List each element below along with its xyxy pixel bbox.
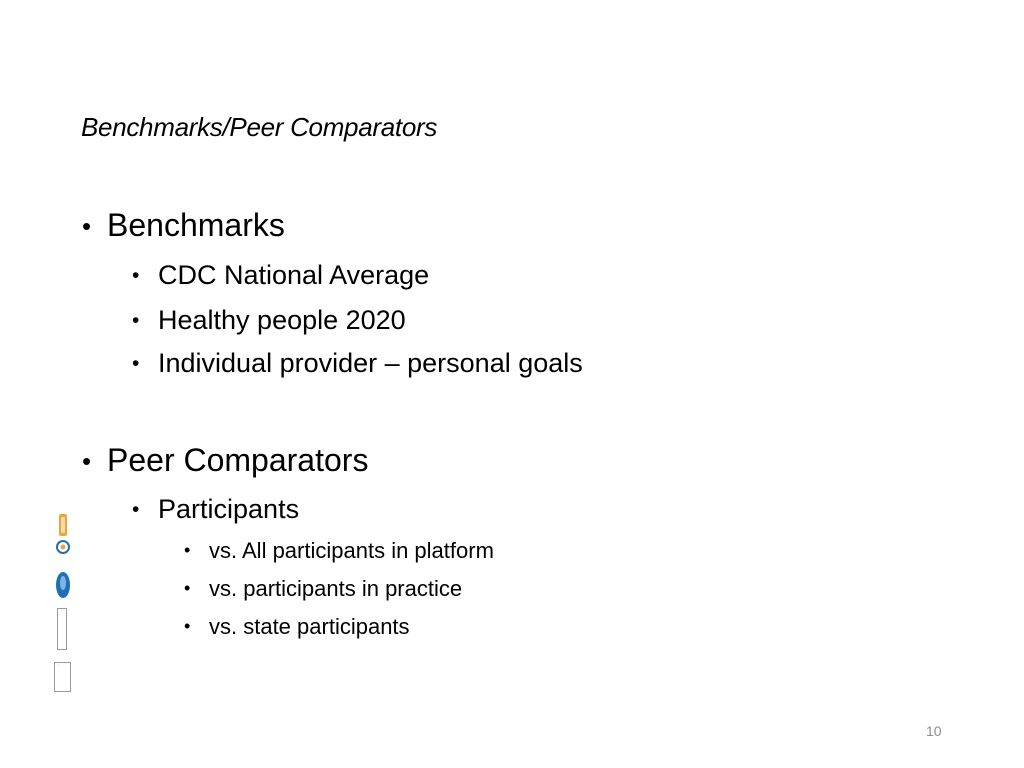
slide-title: Benchmarks/Peer Comparators <box>81 112 438 142</box>
bullet-dot: • <box>184 578 191 598</box>
bullet-all-participants-in-platform <box>184 538 494 564</box>
bullet-dot: • <box>184 616 191 636</box>
bullet-text: Healthy people 2020 <box>158 305 406 335</box>
bullet-dot: • <box>132 352 140 375</box>
bullet-dot: • <box>82 446 92 476</box>
bullet-text: vs. participants in practice <box>209 576 463 601</box>
bullet-text: Participants <box>158 494 300 524</box>
bullet-state-participants <box>184 614 410 640</box>
blue-oval-logo-icon <box>55 570 71 600</box>
bullet-peer-comparators <box>82 442 368 479</box>
orange-rotated-logo-icon <box>55 512 71 558</box>
bullet-dot: • <box>184 540 191 560</box>
bullet-dot: • <box>132 498 140 521</box>
bullet-healthy-people-2020 <box>132 305 406 336</box>
side-logo-strip <box>52 512 82 697</box>
bullet-text: CDC National Average <box>158 260 430 290</box>
bullet-text: Peer Comparators <box>107 442 369 478</box>
bullet-benchmarks <box>82 207 285 244</box>
bullet-list <box>82 0 982 768</box>
bullet-participants-in-practice <box>184 576 462 602</box>
bullet-dot: • <box>132 309 140 332</box>
bullet-cdc-national-average <box>132 260 429 291</box>
bullet-individual-provider <box>132 348 583 379</box>
bullet-dot: • <box>82 211 92 241</box>
bullet-text: Benchmarks <box>107 207 285 243</box>
bullet-dot: • <box>132 264 140 287</box>
slide-page-number: 10 <box>926 723 942 739</box>
bullet-participants <box>132 494 299 525</box>
bullet-text: vs. All participants in platform <box>209 538 494 563</box>
bullet-text: vs. state participants <box>209 614 410 639</box>
bullet-text: Individual provider – personal goals <box>158 348 583 378</box>
broken-image-placeholder-icon: ▪ <box>57 608 67 650</box>
broken-image-placeholder-icon: ▪ <box>54 662 71 692</box>
